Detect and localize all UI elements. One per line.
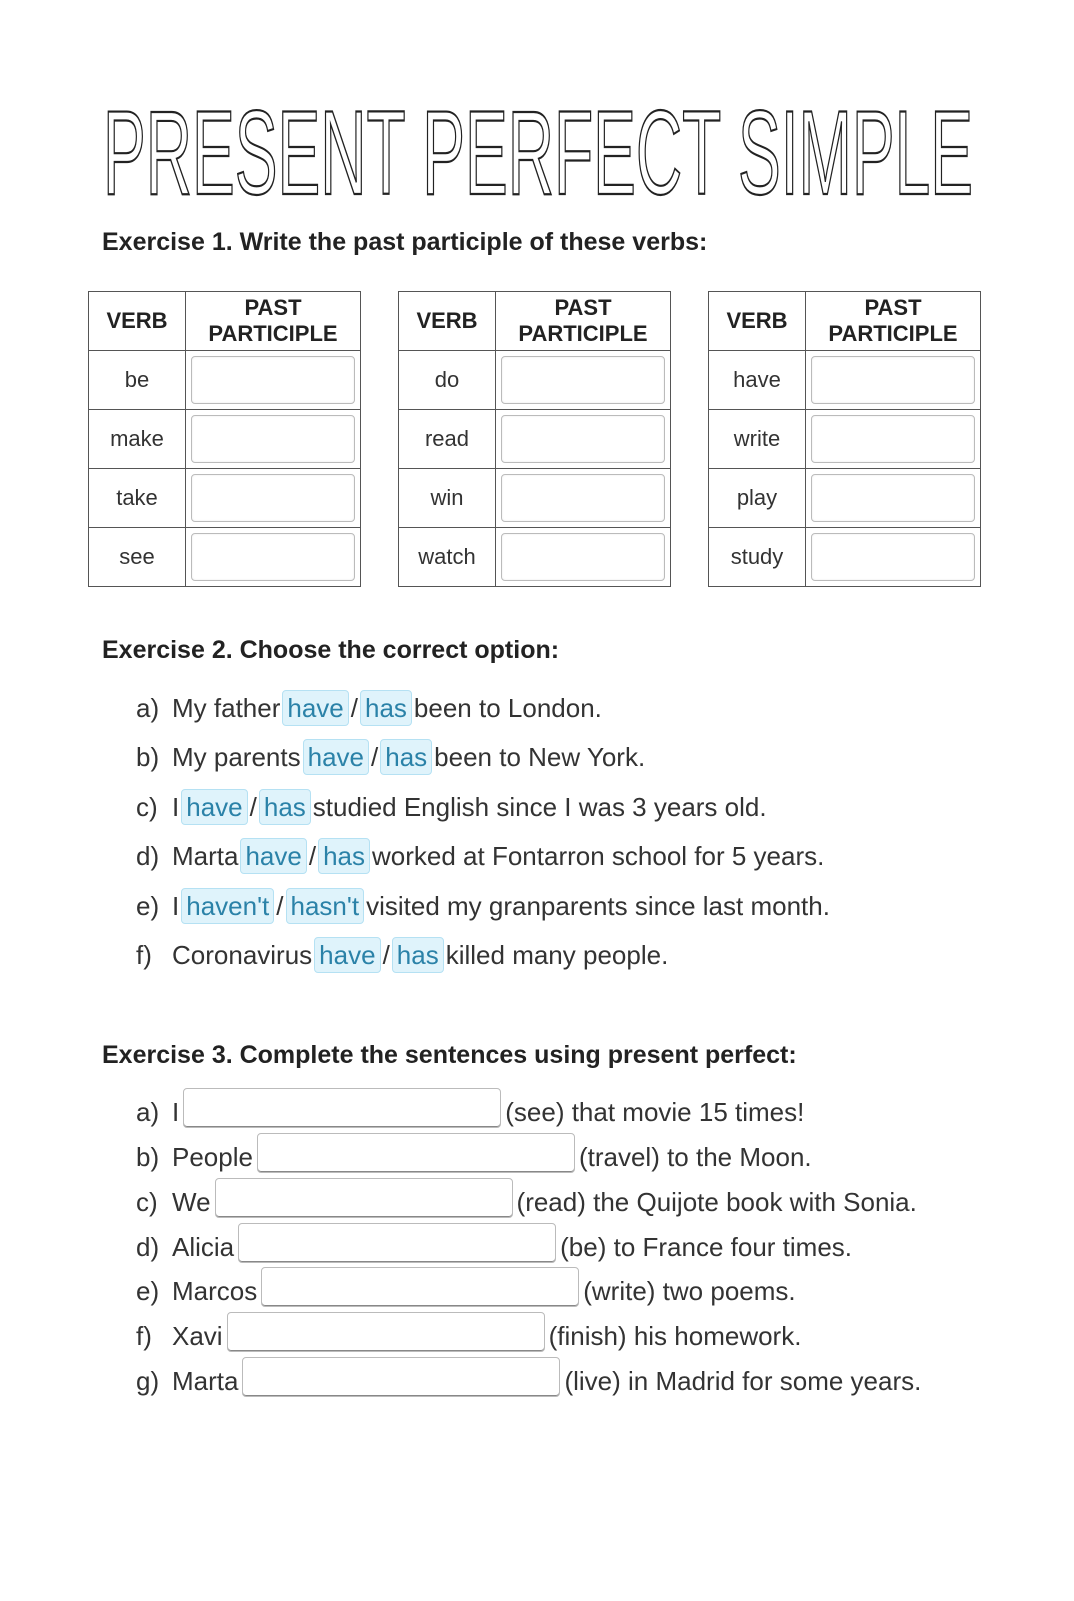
option-2[interactable]: has <box>360 690 412 726</box>
choice-item: a) My father have / has been to London. <box>136 690 602 726</box>
verb-table-1 <box>88 291 361 587</box>
page-title <box>98 82 978 212</box>
option-1[interactable]: haven't <box>181 888 274 924</box>
option-1[interactable]: have <box>181 789 247 825</box>
option-1[interactable]: have <box>314 937 380 973</box>
choice-item: d) Marta have / has worked at Fontarron school for 5 years. <box>136 838 824 874</box>
past-participle-input[interactable] <box>501 356 665 404</box>
col-past-participle-header: PAST PARTICIPLE <box>186 292 361 351</box>
exercise3-heading: Exercise 3. Complete the sentences using present perfect: <box>102 1041 797 1069</box>
past-participle-input[interactable] <box>191 415 355 463</box>
verb-cell: see <box>89 528 186 587</box>
past-participle-input[interactable] <box>501 474 665 522</box>
fill-item: f) Xavi (finish) his homework. <box>136 1312 801 1352</box>
verb-cell: play <box>709 469 806 528</box>
past-participle-input[interactable] <box>191 356 355 404</box>
past-participle-input[interactable] <box>811 533 975 581</box>
verb-cell: write <box>709 410 806 469</box>
fill-item: b) People (travel) to the Moon. <box>136 1133 812 1173</box>
past-participle-input[interactable] <box>191 533 355 581</box>
verb-cell: win <box>399 469 496 528</box>
answer-input[interactable] <box>242 1357 560 1397</box>
option-1[interactable]: have <box>282 690 348 726</box>
verb-table-2 <box>398 291 671 587</box>
past-participle-input[interactable] <box>191 474 355 522</box>
exercise1-heading: Exercise 1. Write the past participle of these verbs: <box>102 228 708 256</box>
choice-item: b) My parents have / has been to New York. <box>136 739 645 775</box>
choice-item: f) Coronavirus have / has killed many people. <box>136 937 668 973</box>
answer-input[interactable] <box>215 1178 513 1218</box>
fill-item: d) Alicia (be) to France four times. <box>136 1223 852 1263</box>
exercise2-heading: Exercise 2. Choose the correct option: <box>102 636 560 664</box>
option-2[interactable]: has <box>259 789 311 825</box>
verb-cell: have <box>709 351 806 410</box>
past-participle-input[interactable] <box>811 474 975 522</box>
option-2[interactable]: hasn't <box>286 888 365 924</box>
verb-cell: make <box>89 410 186 469</box>
option-2[interactable]: has <box>380 739 432 775</box>
col-verb-header: VERB <box>89 292 186 351</box>
answer-input[interactable] <box>183 1088 501 1128</box>
answer-input[interactable] <box>227 1312 545 1352</box>
fill-item: c) We (read) the Quijote book with Sonia. <box>136 1178 917 1218</box>
verb-table-3 <box>708 291 981 587</box>
past-participle-input[interactable] <box>501 533 665 581</box>
answer-input[interactable] <box>238 1223 556 1263</box>
col-verb-header: VERB <box>709 292 806 351</box>
answer-input[interactable] <box>257 1133 575 1173</box>
col-verb-header: VERB <box>399 292 496 351</box>
past-participle-input[interactable] <box>811 415 975 463</box>
verb-cell: do <box>399 351 496 410</box>
past-participle-input[interactable] <box>811 356 975 404</box>
answer-input[interactable] <box>261 1267 579 1307</box>
verb-cell: take <box>89 469 186 528</box>
verb-cell: watch <box>399 528 496 587</box>
col-past-participle-header: PAST PARTICIPLE <box>806 292 981 351</box>
option-2[interactable]: has <box>318 838 370 874</box>
page-title-text: PRESENT PERFECT SIMPLE <box>103 86 973 212</box>
option-1[interactable]: have <box>303 739 369 775</box>
past-participle-input[interactable] <box>501 415 665 463</box>
option-2[interactable]: has <box>392 937 444 973</box>
verb-cell: be <box>89 351 186 410</box>
choice-item: e) I haven't / hasn't visited my granparents since last month. <box>136 888 830 924</box>
option-1[interactable]: have <box>240 838 306 874</box>
choice-item: c) I have / has studied English since I was 3 years old. <box>136 789 767 825</box>
fill-item: a) I (see) that movie 15 times! <box>136 1088 804 1128</box>
verb-cell: study <box>709 528 806 587</box>
fill-item: e) Marcos (write) two poems. <box>136 1267 796 1307</box>
col-past-participle-header: PAST PARTICIPLE <box>496 292 671 351</box>
verb-cell: read <box>399 410 496 469</box>
fill-item: g) Marta (live) in Madrid for some years. <box>136 1357 921 1397</box>
